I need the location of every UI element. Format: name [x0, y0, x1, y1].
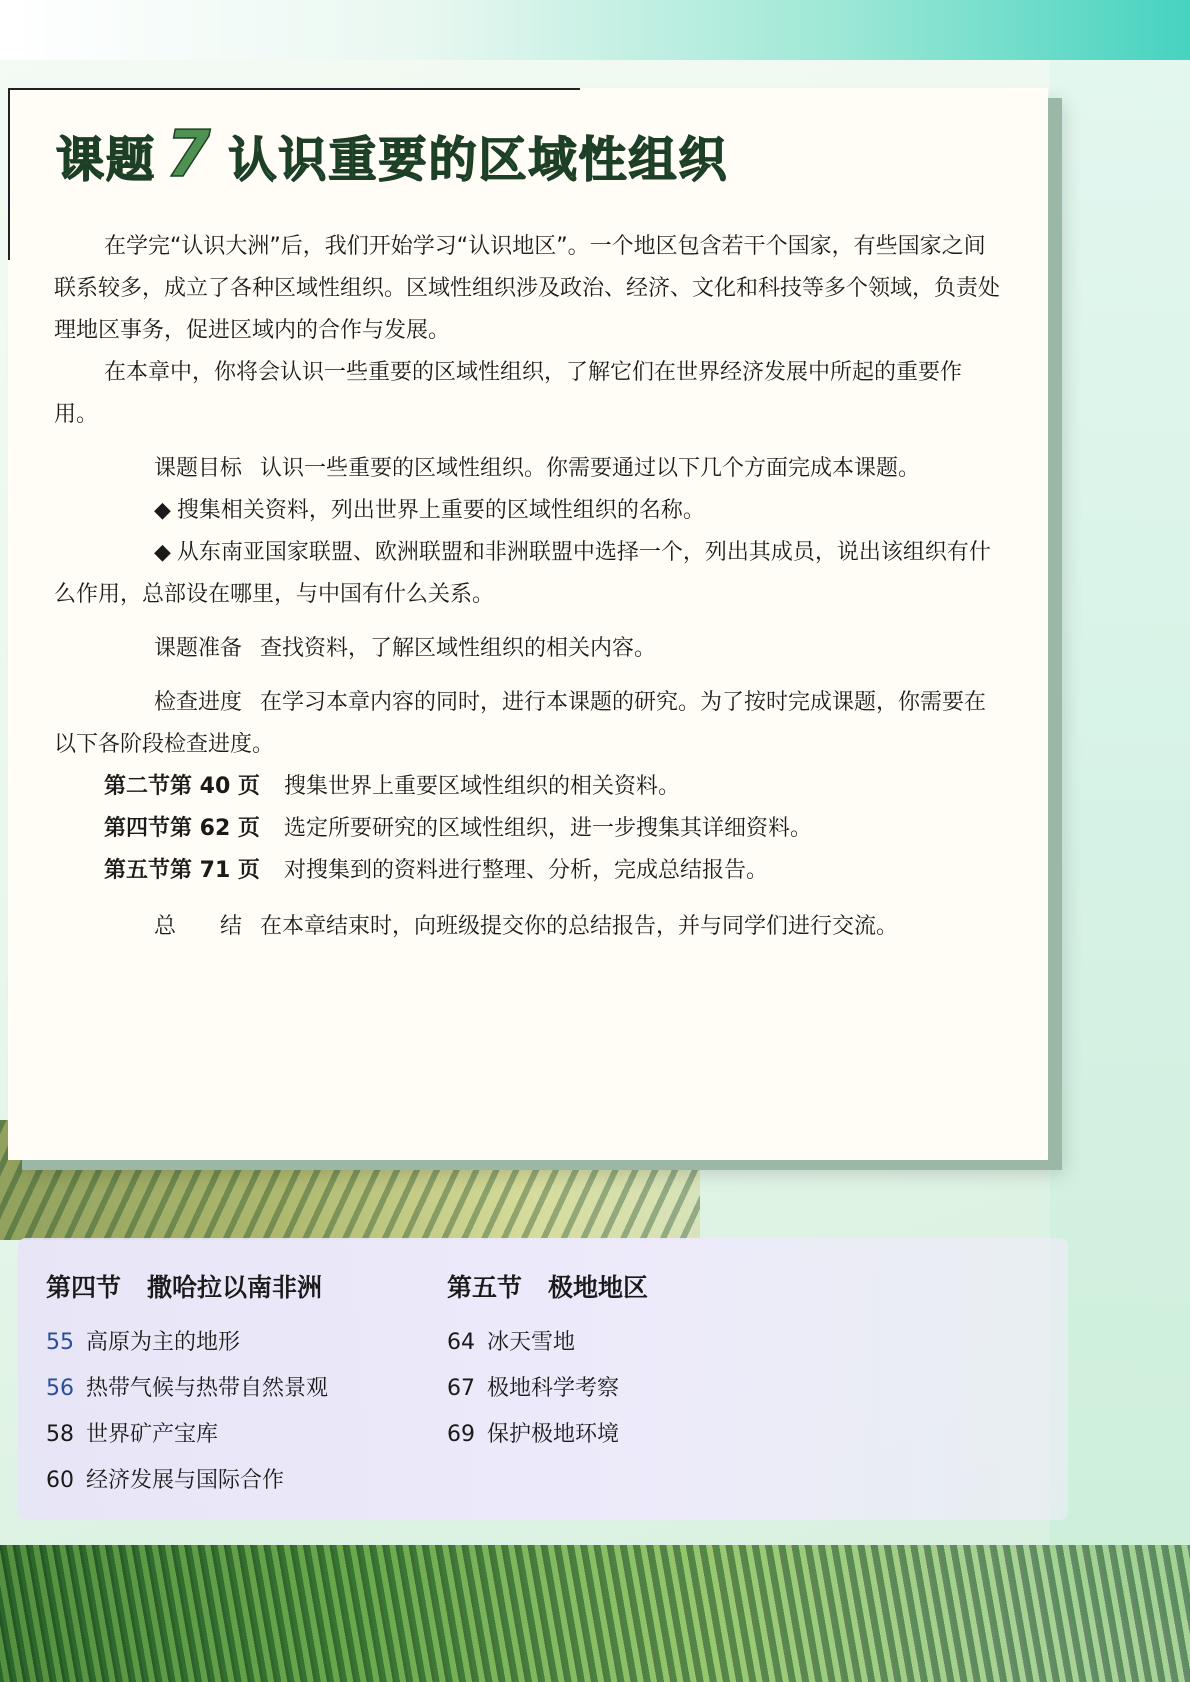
goal-bullet-text: 搜集相关资料，列出世界上重要的区域性组织的名称。	[176, 498, 705, 523]
toc-page-number: 64	[447, 1330, 475, 1355]
page-title	[56, 118, 729, 192]
progress-text: 搜集世界上重要区域性组织的相关资料。	[283, 774, 680, 799]
project-body	[54, 226, 1004, 948]
toc-section-4	[46, 1268, 328, 1504]
toc-entry-text: 热带气候与热带自然景观	[86, 1376, 329, 1401]
toc-entry-text: 极地科学考察	[487, 1376, 620, 1401]
goal-text: 认识一些重要的区域性组织。你需要通过以下几个方面完成本课题。	[260, 456, 921, 481]
toc-entry	[46, 1412, 328, 1458]
toc-entry-text: 世界矿产宝库	[86, 1422, 219, 1447]
prep-text: 查找资料，了解区域性组织的相关内容。	[260, 636, 657, 661]
grass-photo-footer	[0, 1545, 1190, 1682]
diamond-bullet-icon: ◆	[154, 540, 171, 565]
progress-label: 第五节第 71 页	[104, 858, 260, 883]
toc-page-number: 60	[46, 1468, 74, 1493]
progress-item	[54, 850, 1004, 892]
toc-entry-text: 经济发展与国际合作	[86, 1468, 285, 1493]
right-decorative-stripe	[1050, 60, 1190, 1620]
top-decorative-band	[0, 0, 1190, 60]
summary-paragraph	[54, 906, 1004, 948]
progress-text: 选定所要研究的区域性组织，进一步搜集其详细资料。	[283, 816, 812, 841]
check-paragraph	[54, 682, 1004, 766]
toc-entry	[46, 1366, 328, 1412]
progress-item	[54, 766, 1004, 808]
goal-label: 课题目标	[154, 456, 243, 481]
toc-entry	[447, 1412, 648, 1458]
title-text: 认识重要的区域性组织	[228, 132, 729, 188]
toc-entry	[447, 1366, 648, 1412]
intro-paragraph-2: 在本章中，你将会认识一些重要的区域性组织，了解它们在世界经济发展中所起的重要作用。	[54, 360, 963, 427]
goal-bullet-text: 从东南亚国家联盟、欧洲联盟和非洲联盟中选择一个，列出其成员，说出该组织有什么作用，总部设在哪里，与中国有什么关系。	[54, 540, 991, 607]
prep-paragraph	[54, 628, 1004, 670]
toc-entry-text: 保护极地环境	[487, 1422, 620, 1447]
toc-page-number: 67	[447, 1376, 475, 1401]
card-left-border	[8, 88, 10, 260]
progress-text: 对搜集到的资料进行整理、分析，完成总结报告。	[283, 858, 768, 883]
check-text: 在学习本章内容的同时，进行本课题的研究。为了按时完成课题，你需要在以下各阶段检查进度。	[54, 690, 987, 757]
diamond-bullet-icon: ◆	[154, 498, 171, 523]
check-label: 检查进度	[154, 690, 243, 715]
title-number: 7	[166, 118, 213, 192]
toc-section-5	[447, 1268, 648, 1458]
goal-bullet-1	[54, 490, 1004, 532]
toc-page-number: 69	[447, 1422, 475, 1447]
intro-paragraph-1: 在学完“认识大洲”后，我们开始学习“认识地区”。一个地区包含若干个国家，有些国家之间联系较多，成立了各种区域性组织。区域性组织涉及政治、经济、文化和科技等多个领域，负责处理地区事务，促进区域内的合作与发展。	[54, 234, 1001, 343]
toc-entry	[447, 1320, 648, 1366]
progress-label: 第二节第 40 页	[104, 774, 260, 799]
toc-entry	[46, 1458, 328, 1504]
progress-item	[54, 808, 1004, 850]
section-name: 撒哈拉以南非洲	[147, 1273, 323, 1302]
section-number: 第四节	[46, 1273, 122, 1302]
toc-page-number: 56	[46, 1376, 74, 1401]
prep-label: 课题准备	[154, 636, 243, 661]
toc-section-heading	[46, 1268, 328, 1304]
toc-page-number: 55	[46, 1330, 74, 1355]
toc-entry-text: 冰天雪地	[487, 1330, 576, 1355]
summary-text: 在本章结束时，向班级提交你的总结报告，并与同学们进行交流。	[260, 914, 899, 939]
card-top-border	[8, 88, 580, 90]
toc-entry-text: 高原为主的地形	[86, 1330, 241, 1355]
toc-entry	[46, 1320, 328, 1366]
goal-paragraph	[54, 448, 1004, 490]
section-number: 第五节	[447, 1273, 523, 1302]
section-name: 极地地区	[548, 1273, 649, 1302]
toc-section-heading	[447, 1268, 648, 1304]
progress-label: 第四节第 62 页	[104, 816, 260, 841]
title-prefix: 课题	[56, 132, 157, 188]
toc-page-number: 58	[46, 1422, 74, 1447]
goal-bullet-2	[54, 532, 1004, 616]
summary-label: 总 结	[154, 914, 243, 939]
